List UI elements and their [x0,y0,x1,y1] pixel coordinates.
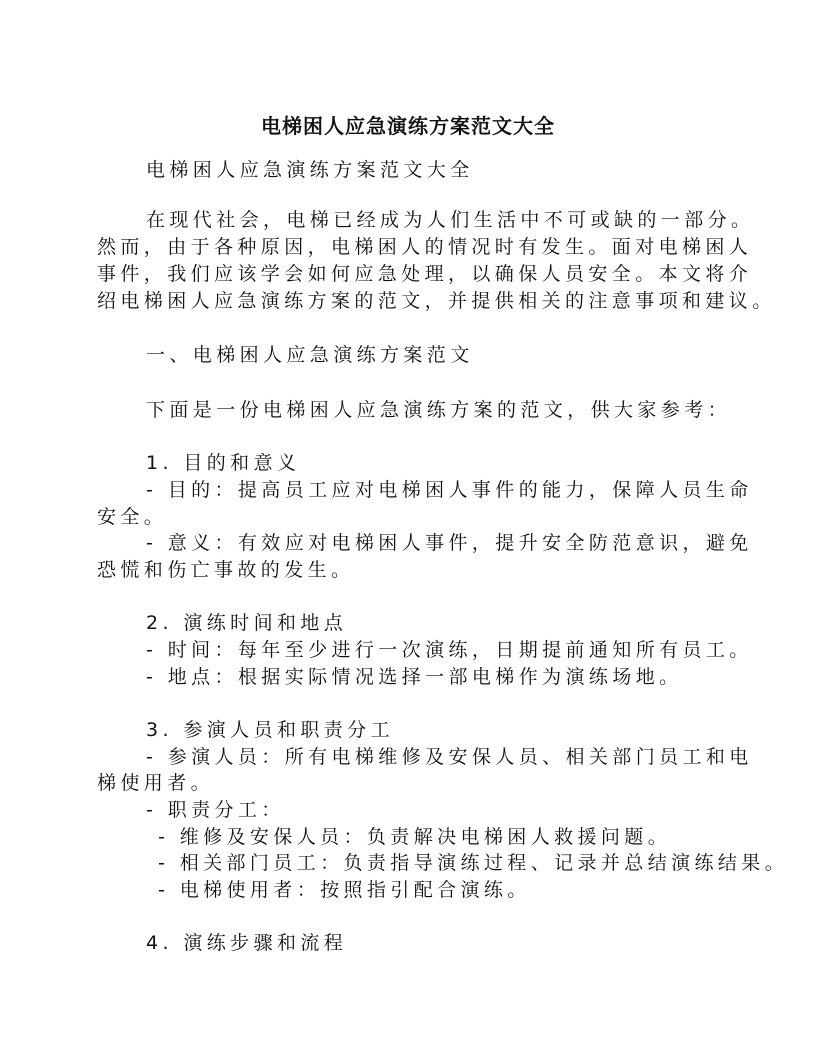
list-item: - 时间：每年至少进行一次演练，日期提前通知所有员工。 [146,639,753,661]
section-heading: 一、电梯困人应急演练方案范文 [146,344,474,366]
sub-list-item: - 维修及安保人员：负责解决电梯困人救援问题。 [158,826,672,848]
list-item: - 地点：根据实际情况选择一部电梯作为演练场地。 [146,666,683,688]
paragraph-line: 在现代社会，电梯已经成为人们生活中不可或缺的一部分。 [146,209,755,231]
sub-list-item: - 电梯使用者：按照指引配合演练。 [158,879,531,901]
document-title: 电梯困人应急演练方案范文大全 [261,114,555,138]
paragraph-line: 绍电梯困人应急演练方案的范文，并提供相关的注意事项和建议。 [97,290,776,312]
list-item-cont: 恐慌和伤亡事故的发生。 [97,559,355,581]
paragraph-line: 下面是一份电梯困人应急演练方案的范文，供大家参考： [146,399,732,421]
item-heading: 1. 目的和意义 [146,452,301,474]
item-heading: 4. 演练步骤和流程 [146,932,348,954]
paragraph-line: 事件，我们应该学会如何应急处理，以确保人员安全。本文将介 [97,263,753,285]
list-item: - 职责分工： [146,799,285,821]
list-item: - 意义：有效应对电梯困人事件，提升安全防范意识，避免 [146,532,753,554]
list-item-cont: 安全。 [97,506,168,528]
subtitle: 电梯困人应急演练方案范文大全 [146,159,474,181]
list-item: - 目的：提高员工应对电梯困人事件的能力，保障人员生命 [146,479,753,501]
item-heading: 3. 参演人员和职责分工 [146,719,394,741]
sub-list-item: - 相关部门员工：负责指导演练过程、记录并总结演练结果。 [158,852,789,874]
list-item-cont: 梯使用者。 [97,772,215,794]
paragraph-line: 然而，由于各种原因，电梯困人的情况时有发生。面对电梯困人 [97,236,753,258]
list-item: - 参演人员：所有电梯维修及安保人员、相关部门员工和电 [146,746,753,768]
item-heading: 2. 演练时间和地点 [146,612,348,634]
